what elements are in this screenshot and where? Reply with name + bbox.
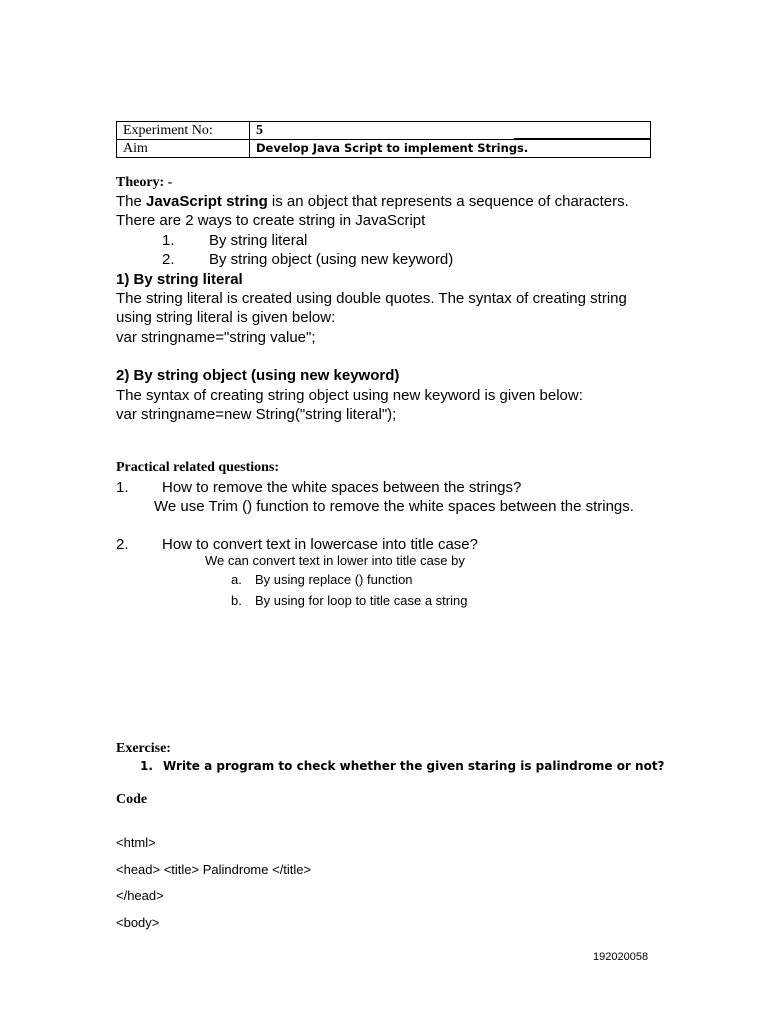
a2-text: We can convert text in lower into title case by bbox=[205, 553, 465, 568]
code-line-2: <head> <title> Palindrome </title> bbox=[116, 862, 312, 877]
code-line-3: </head> bbox=[116, 888, 164, 903]
experiment-number: 5 bbox=[250, 122, 651, 140]
section1-heading: 1) By string literal bbox=[116, 271, 243, 288]
exercise-item-text: Write a program to check whether the given staring is palindrome or not? bbox=[163, 759, 665, 773]
a2-item-a-num: a. bbox=[231, 572, 242, 587]
experiment-header-table bbox=[116, 121, 651, 158]
exercise-heading: Exercise: bbox=[116, 741, 171, 756]
section2-code: var stringname=new String("string literal"); bbox=[116, 406, 397, 423]
aim-value: Develop Java Script to implement Strings. bbox=[250, 140, 651, 158]
ways-item-1-text: By string literal bbox=[209, 232, 308, 249]
intro-suffix: is an object that represents a sequence of characters. bbox=[271, 193, 629, 210]
q2-number: 2. bbox=[116, 536, 129, 553]
section1-code: var stringname="string value"; bbox=[116, 329, 316, 346]
section1-line1: The string literal is created using double quotes. The syntax of creating string bbox=[116, 290, 627, 307]
ways-line: There are 2 ways to create string in JavaScript bbox=[116, 212, 426, 229]
theory-intro bbox=[116, 192, 629, 211]
intro-prefix: The bbox=[116, 193, 142, 210]
ways-item-1-num: 1. bbox=[162, 232, 175, 249]
q2-text: How to convert text in lowercase into title case? bbox=[162, 536, 478, 553]
experiment-row bbox=[117, 122, 651, 140]
header-rule bbox=[514, 138, 651, 139]
aim-row bbox=[117, 140, 651, 158]
experiment-label: Experiment No: bbox=[117, 122, 250, 140]
practical-heading: Practical related questions: bbox=[116, 460, 280, 475]
aim-label: Aim bbox=[117, 140, 250, 158]
ways-item-2-num: 2. bbox=[162, 251, 175, 268]
code-line-4: <body> bbox=[116, 915, 160, 930]
q1-text: How to remove the white spaces between the strings? bbox=[162, 479, 522, 496]
q1-number: 1. bbox=[116, 479, 129, 496]
footer-id: 192020058 bbox=[593, 951, 649, 963]
theory-heading: Theory: - bbox=[116, 175, 173, 190]
a2-item-b-num: b. bbox=[231, 593, 242, 608]
section2-line1: The syntax of creating string object using new keyword is given below: bbox=[116, 387, 583, 404]
code-line-1: <html> bbox=[116, 835, 156, 850]
a2-item-b-text: By using for loop to title case a string bbox=[255, 593, 468, 608]
section1-line2: using string literal is given below: bbox=[116, 309, 336, 326]
code-heading: Code bbox=[116, 792, 148, 807]
exercise-item-num: 1. bbox=[140, 759, 153, 773]
intro-bold: JavaScript string bbox=[146, 193, 268, 210]
a2-item-a-text: By using replace () function bbox=[255, 572, 413, 587]
section2-heading: 2) By string object (using new keyword) bbox=[116, 367, 400, 384]
a1-text: We use Trim () function to remove the white spaces between the strings. bbox=[154, 498, 634, 515]
ways-item-2-text: By string object (using new keyword) bbox=[209, 251, 454, 268]
